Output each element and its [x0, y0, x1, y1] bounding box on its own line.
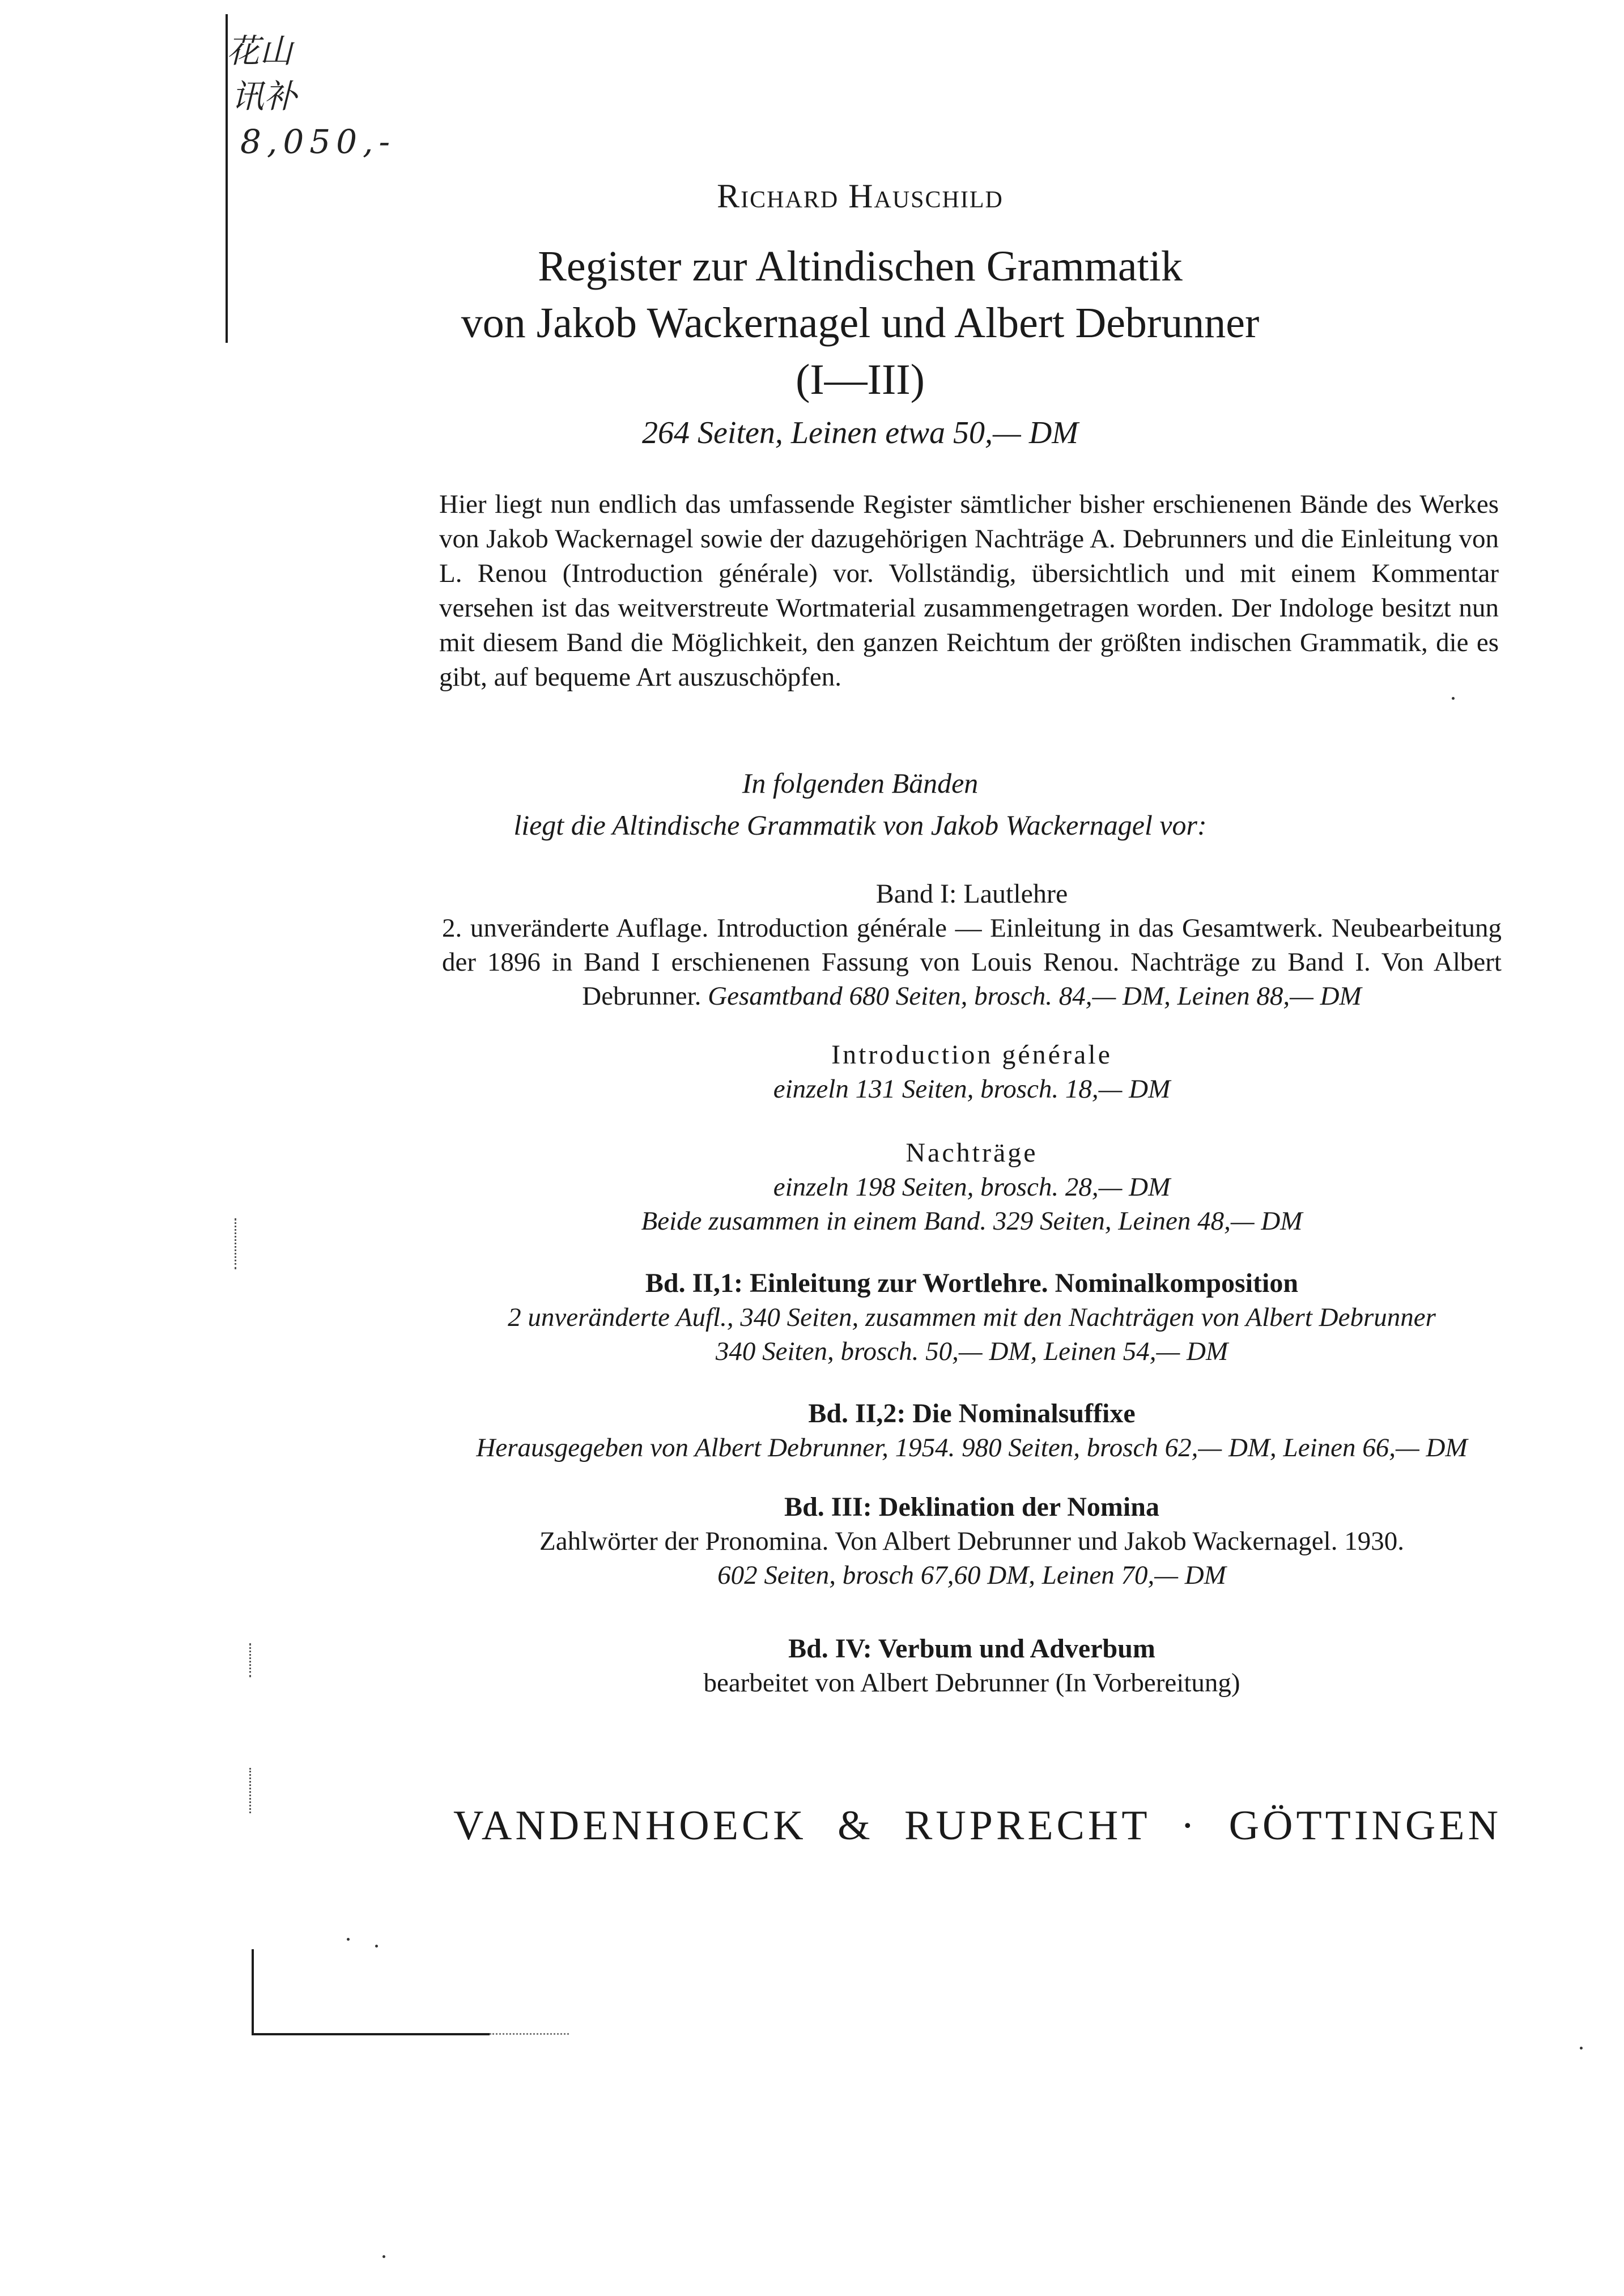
entry-band-2-1-line-2: 340 Seiten, brosch. 50,— DM, Leinen 54,— DM: [715, 1337, 1228, 1366]
entry-band-3-line-2: 602 Seiten, brosch 67,60 DM, Leinen 70,— DM: [717, 1561, 1226, 1590]
entry-nachtraege-price-1: einzeln 198 Seiten, brosch. 28,— DM: [773, 1172, 1171, 1202]
entry-band-1-description: 2. unveränderte Auflage. Introduction générale — Einleitung in das Gesamtwerk. Neubearbeitung der 1896 in Band I erschienenen Fassung von Louis Renou. Nachträge zu Band I. Von Albert Debrunner.: [442, 913, 1502, 1011]
book-title: [0, 238, 1624, 408]
entry-band-3: [442, 1490, 1502, 1592]
publisher-separator: ·: [1180, 1802, 1198, 1849]
annotation-line-3: 8,050,-: [240, 122, 396, 161]
author-name: [0, 177, 1624, 216]
scan-speck-1: [347, 1938, 350, 1941]
author-first-name: Richard: [717, 177, 839, 215]
scan-speck-5: [1452, 697, 1455, 700]
entry-band-1-text: [442, 911, 1502, 1013]
entry-band-2-1: [442, 1266, 1502, 1368]
left-margin-tick-1: [235, 1218, 236, 1269]
entry-introduction-generale-price: einzeln 131 Seiten, brosch. 18,— DM: [773, 1074, 1171, 1104]
entry-band-1: [442, 877, 1502, 1013]
handwritten-annotation: [227, 28, 465, 164]
entry-band-4-heading: Bd. IV: Verbum und Adverbum: [788, 1634, 1155, 1664]
entry-band-4: [442, 1632, 1502, 1700]
intro-paragraph: Hier liegt nun endlich das umfassende Register sämtlicher bisher erschienenen Bände des Werkes von Jakob Wackernagel sowie der dazugehörigen Nachträge A. Debrunners und die Einleitung von L. Renou (Introduction générale) vor. Vollständig, übersichtlich und mit einem Kommentar versehen ist das weitverstreute Wortmaterial zusammengetragen worden. Der Indologe besitzt nun mit diesem Band die Möglichkeit, den ganzen Reichtum der größten indischen Grammatik, die es gibt, auf bequeme Art auszuschöpfen.: [439, 490, 1499, 692]
entry-introduction-generale: [442, 1038, 1502, 1106]
publisher-city: GÖTTINGEN: [1228, 1802, 1502, 1849]
entry-band-2-2: [442, 1397, 1502, 1465]
annotation-line-2: 讯补: [231, 77, 297, 116]
publisher-name: VANDENHOECK & RUPRECHT: [453, 1802, 1150, 1849]
entry-band-3-line-1: Zahlwörter der Pronomina. Von Albert Debrunner und Jakob Wackernagel. 1930.: [539, 1527, 1404, 1556]
entry-band-2-2-heading: Bd. II,2: Die Nominalsuffixe: [808, 1398, 1136, 1428]
entry-nachtraege: [442, 1136, 1502, 1238]
volumes-heading-line-1: In folgenden Bänden: [742, 767, 979, 799]
title-line-3: (I—III): [796, 356, 925, 403]
volumes-heading-line-2: liegt die Altindische Grammatik von Jakob Wackernagel vor:: [513, 809, 1207, 841]
corner-mark-horizontal: [252, 2033, 490, 2035]
scan-speck-4: [382, 2255, 385, 2258]
entry-nachtraege-price-2: Beide zusammen in einem Band. 329 Seiten, Leinen 48,— DM: [641, 1206, 1303, 1236]
corner-mark-trail: [490, 2033, 569, 2035]
entry-band-2-1-heading: Bd. II,1: Einleitung zur Wortlehre. Nominalkomposition: [645, 1268, 1299, 1298]
annotation-line-1: 花山: [227, 32, 293, 70]
left-margin-tick-2: [249, 1643, 251, 1677]
entry-nachtraege-heading: Nachträge: [905, 1138, 1038, 1168]
publisher-imprint: [453, 1802, 1502, 1850]
scan-speck-2: [375, 1945, 378, 1948]
entry-band-1-price: Gesamtband 680 Seiten, brosch. 84,— DM, Leinen 88,— DM: [708, 981, 1362, 1011]
entry-band-1-heading: Band I: Lautlehre: [875, 879, 1068, 909]
entry-band-2-1-line-1: 2 unveränderte Aufl., 340 Seiten, zusammen mit den Nachträgen von Albert Debrunner: [508, 1303, 1436, 1332]
book-price: 264 Seiten, Leinen etwa 50,— DM: [642, 415, 1078, 450]
entry-band-4-line-1: bearbeitet von Albert Debrunner (In Vorbereitung): [703, 1668, 1240, 1698]
volumes-heading: [0, 762, 1624, 846]
entry-band-2-2-line-1: Herausgegeben von Albert Debrunner, 1954. 980 Seiten, brosch 62,— DM, Leinen 66,— DM: [476, 1433, 1468, 1462]
scan-speck-3: [1580, 2047, 1583, 2050]
title-line-2: von Jakob Wackernagel und Albert Debrunner: [461, 299, 1260, 347]
author-last-name: Hauschild: [848, 177, 1004, 215]
left-margin-tick-3: [249, 1768, 251, 1813]
entry-band-3-heading: Bd. III: Deklination der Nomina: [784, 1492, 1159, 1522]
entry-introduction-generale-heading: Introduction générale: [831, 1040, 1112, 1070]
title-line-1: Register zur Altindischen Grammatik: [538, 243, 1183, 290]
corner-mark-vertical: [252, 1949, 254, 2034]
